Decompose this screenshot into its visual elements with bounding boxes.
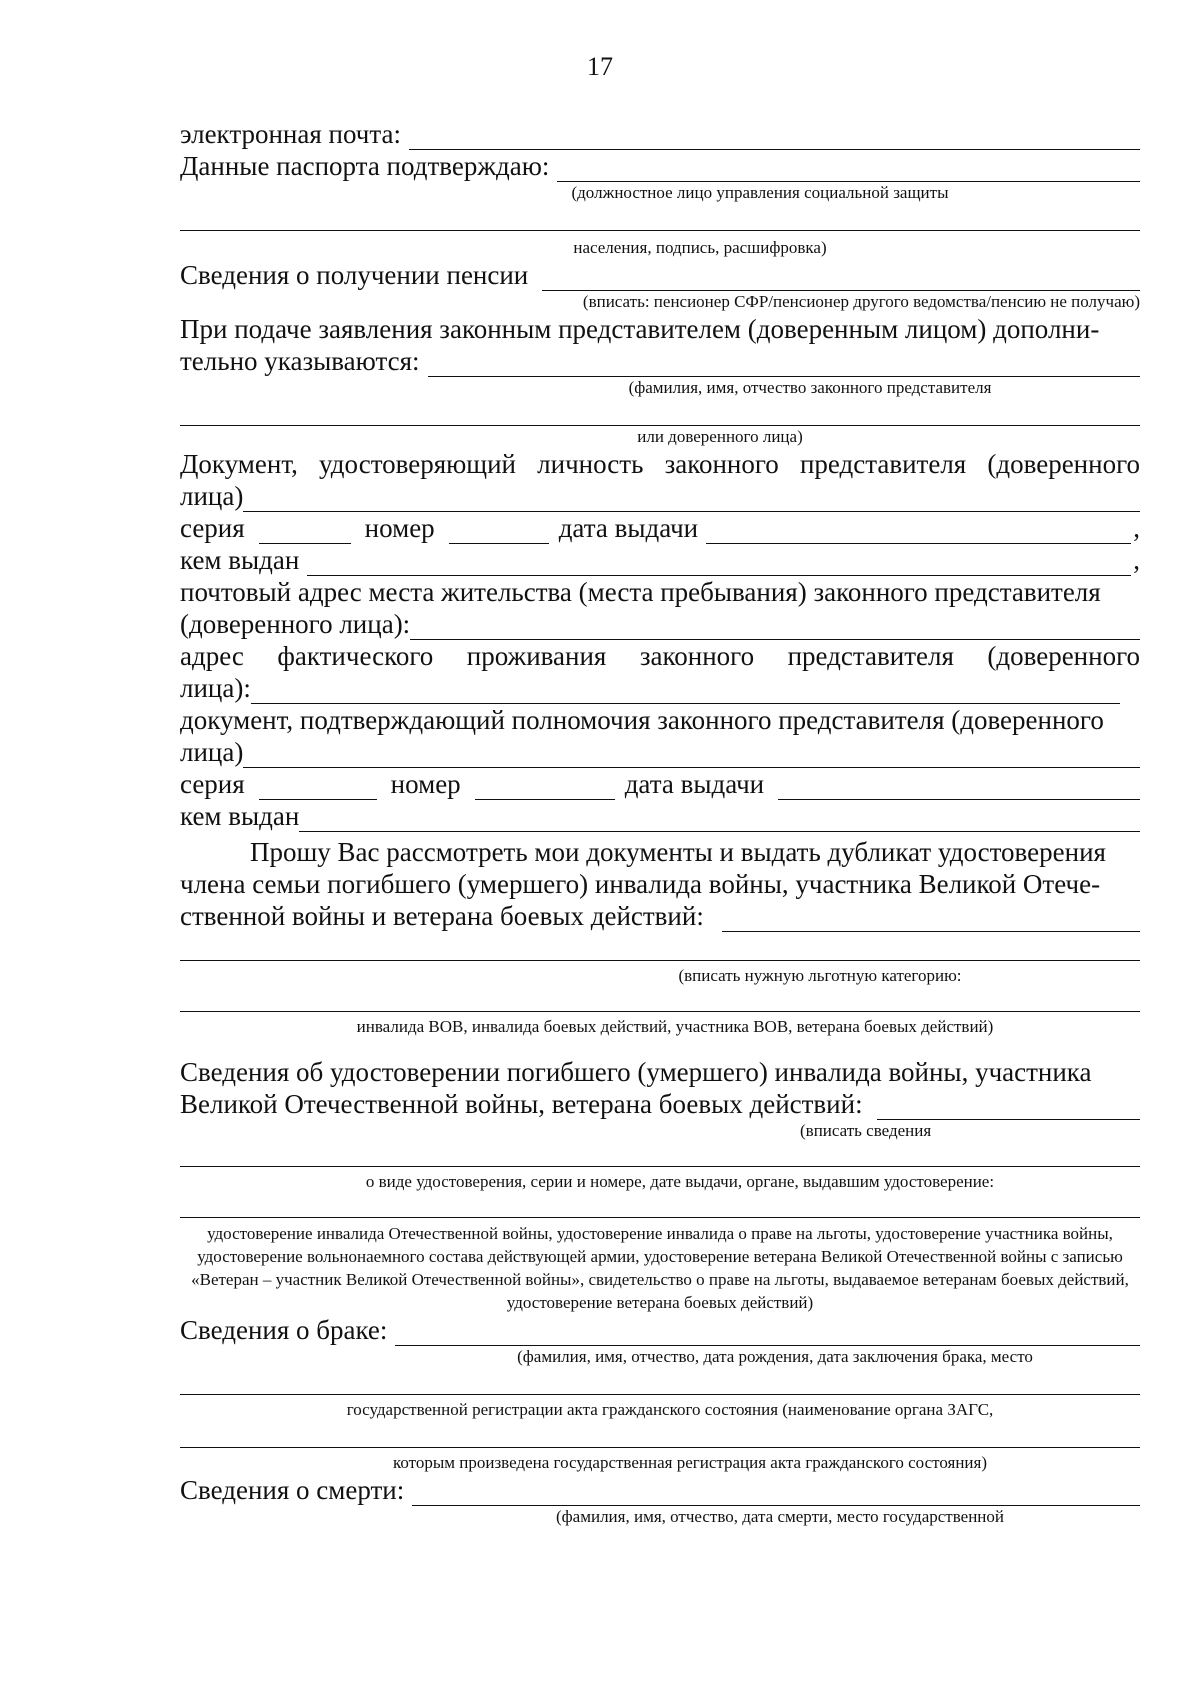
cert-hint-2: о виде удостоверения, серии и номере, дате выдачи, органе, выдавшим удостоверение: <box>365 1172 995 1191</box>
auth-number-field[interactable] <box>475 773 615 800</box>
passport-hint-1: (должностное лицо управления социальной защиты <box>571 183 949 202</box>
cert-label: Великой Отечественной войны, ветерана боевых действий: <box>180 1089 863 1119</box>
auth-issued-by-field[interactable] <box>299 805 1140 832</box>
auth-series-row <box>180 768 1140 800</box>
death-hint-1: (фамилия, имя, отчество, дата смерти, место государственной <box>556 1507 1004 1526</box>
postal-label: (доверенного лица): <box>180 609 411 639</box>
postal-field[interactable] <box>410 613 1140 640</box>
id-issued-by-field[interactable] <box>307 549 1131 576</box>
actual-field[interactable] <box>251 677 1120 704</box>
marriage-row <box>180 1314 1140 1346</box>
application-form <box>180 118 1140 1528</box>
id-issued-by-row <box>180 544 1140 576</box>
authority-row <box>180 736 1140 768</box>
passport-confirm-label: Данные паспорта подтверждаю: <box>180 151 550 181</box>
marriage-hint-2: государственной регистрации акта гражданского состояния (наименование органа ЗАГС, <box>346 1400 994 1419</box>
passport-confirm-field[interactable] <box>557 155 1140 182</box>
death-row <box>180 1474 1140 1506</box>
category-field-2[interactable] <box>180 940 1140 961</box>
category-hint-1: (вписать нужную льготную категорию: <box>678 966 962 985</box>
cert-field-2[interactable] <box>180 1146 1140 1167</box>
passport-hint-2: населения, подпись, расшифровка) <box>573 238 827 257</box>
cert-hint-3: удостоверение инвалида Отечественной войны, удостоверение инвалида о праве на льготы, удостоверение участника войны, удостоверение вольнонаемного состава действующей армии, удостоверение ветерана Великой Отечественной войны с записью «Ветеран – участник Великой Отечественной войны», свидетельство о праве на льготы, выдаваемое ветеранам боевых действий, удостоверение ветерана боевых действий) <box>191 1224 1129 1312</box>
issue-date-label: дата выдачи <box>558 513 699 543</box>
issued-by-label: кем выдан <box>180 545 300 575</box>
representative-row <box>180 345 1140 377</box>
email-label: электронная почта: <box>180 119 401 149</box>
comma: , <box>1133 513 1140 543</box>
id-issue-date-field[interactable] <box>706 517 1131 544</box>
authority-label: лица) <box>180 737 244 767</box>
request-label: ственной войны и ветерана боевых действий: <box>180 901 704 931</box>
marriage-label: Сведения о браке: <box>180 1315 388 1345</box>
request-para-2: члена семьи погибшего (умершего) инвалида войны, участника Великой Отече- <box>180 869 1101 899</box>
postal-row <box>180 608 1140 640</box>
category-field-3[interactable] <box>180 991 1140 1012</box>
email-field[interactable] <box>409 123 1140 150</box>
marriage-field-2[interactable] <box>180 1374 1140 1395</box>
id-series-field[interactable] <box>259 517 351 544</box>
marriage-hint-1: (фамилия, имя, отчество, дата рождения, дата заключения брака, место <box>517 1347 1033 1366</box>
auth-issued-by-row <box>180 800 1140 832</box>
id-series-row <box>180 512 1140 544</box>
representative-hint-2: или доверенного лица) <box>637 427 803 446</box>
actual-row <box>180 672 1140 704</box>
representative-field[interactable] <box>428 350 1141 377</box>
representative-para-1: При подаче заявления законным представителем (доверенным лицом) дополни- <box>180 314 1100 344</box>
number-label: номер <box>390 769 461 799</box>
pension-label: Сведения о получении пенсии <box>180 260 529 290</box>
issue-date-label: дата выдачи <box>624 769 765 799</box>
cert-para-1: Сведения об удостоверении погибшего (умершего) инвалида войны, участника <box>180 1057 1092 1087</box>
cert-field[interactable] <box>877 1093 1140 1120</box>
cert-row <box>180 1088 1140 1120</box>
cert-field-3[interactable] <box>180 1197 1140 1218</box>
pension-row <box>180 259 1140 291</box>
category-hint-2: инвалида ВОВ, инвалида боевых действий, участника ВОВ, ветерана боевых действий) <box>356 1017 994 1036</box>
pension-hint: (вписать: пенсионер СФР/пенсионер другого ведомства/пенсию не получаю) <box>582 292 1140 311</box>
authority-line-1: документ, подтверждающий полномочия законного представителя (доверенного <box>180 705 1104 735</box>
issued-by-label: кем выдан <box>180 801 300 831</box>
page-number: 17 <box>587 52 613 81</box>
death-field[interactable] <box>412 1479 1140 1506</box>
actual-line-1: адрес фактического проживания законного представителя (доверенного <box>180 641 1140 671</box>
marriage-field-3[interactable] <box>180 1427 1140 1448</box>
postal-line-1: почтовый адрес места жительства (места пребывания) законного представителя <box>180 577 1101 607</box>
id-doc-field[interactable] <box>243 485 1140 512</box>
series-label: серия <box>180 513 245 543</box>
passport-confirm-field-2[interactable] <box>180 210 1140 231</box>
id-number-field[interactable] <box>449 517 549 544</box>
category-field[interactable] <box>722 905 1140 932</box>
passport-confirm-row <box>180 150 1140 182</box>
id-doc-row <box>180 480 1140 512</box>
marriage-hint-3: которым произведена государственная регистрация акта гражданского состояния) <box>392 1453 988 1472</box>
request-row <box>180 900 1140 932</box>
id-doc-label: лица) <box>180 481 244 511</box>
request-para-1: Прошу Вас рассмотреть мои документы и выдать дубликат удостоверения <box>250 837 1106 867</box>
comma: , <box>1133 545 1140 575</box>
pension-field[interactable] <box>542 264 1140 291</box>
cert-hint-1: (вписать сведения <box>800 1121 932 1140</box>
auth-series-field[interactable] <box>259 773 377 800</box>
marriage-field[interactable] <box>395 1319 1140 1346</box>
representative-label: тельно указываются: <box>180 346 420 376</box>
authority-field[interactable] <box>243 741 1140 768</box>
actual-label: лица): <box>180 673 251 703</box>
representative-hint-1: (фамилия, имя, отчество законного представителя <box>628 378 992 397</box>
auth-issue-date-field[interactable] <box>778 773 1140 800</box>
series-label: серия <box>180 769 245 799</box>
number-label: номер <box>364 513 435 543</box>
death-label: Сведения о смерти: <box>180 1475 405 1505</box>
email-row <box>180 118 1140 150</box>
id-doc-line-1: Документ, удостоверяющий личность законного представителя (доверенного <box>180 449 1140 479</box>
representative-field-2[interactable] <box>180 405 1140 426</box>
